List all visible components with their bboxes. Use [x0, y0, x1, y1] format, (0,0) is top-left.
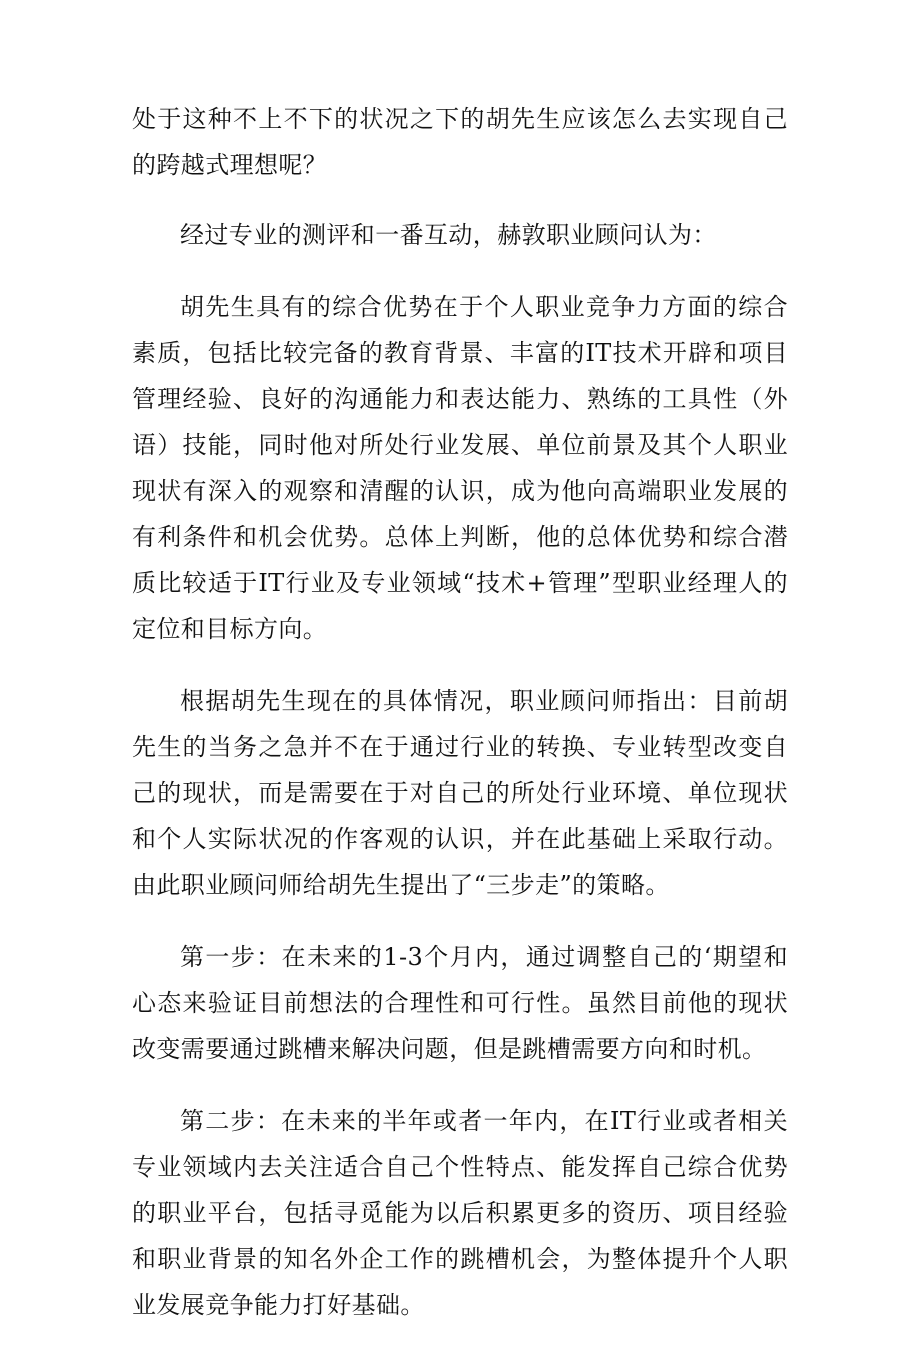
- paragraph-step-one: 第一步：在未来的1-3个月内，通过调整自己的‘期望和心态来验证目前想法的合理性和可行性。虽然目前他的现状改变需要通过跳槽来解决问题，但是跳槽需要方向和时机。: [132, 943, 788, 1063]
- paragraph-step-two: 第二步：在未来的半年或者一年内，在IT行业或者相关专业领域内去关注适合自己个性特点、能发挥自己综合优势的职业平台，包括寻觅能为以后积累更多的资历、项目经验和职业背景的知名外企工作的跳槽机会，为整体提升个人职业发展竞争能力打好基础。: [132, 1107, 788, 1319]
- paragraph-comprehensive-advantages: 胡先生具有的综合优势在于个人职业竞争力方面的综合素质，包括比较完备的教育背景、丰富的IT技术开辟和项目管理经验、良好的沟通能力和表达能力、熟练的工具性（外语）技能，同时他对所处行业发展、单位前景及其个人职业现状有深入的观察和清醒的认识，成为他向高端职业发展的有利条件和机会优势。总体上判断，他的总体优势和综合潜质比较适于IT行业及专业领域“技术+管理”型职业经理人的定位和目标方向。: [132, 293, 788, 643]
- paragraph-intro-question: 处于这种不上不下的状况之下的胡先生应该怎么去实现自己的跨越式理想呢？: [132, 105, 788, 179]
- paragraph-consultant-opinion: 经过专业的测评和一番互动，赫敦职业顾问认为：: [180, 221, 717, 249]
- document-body: [132, 96, 788, 1354]
- paragraph-three-step-strategy: 根据胡先生现在的具体情况，职业顾问师指出：目前胡先生的当务之急并不在于通过行业的转换、专业转型改变自己的现状，而是需要在于对自己的所处行业环境、单位现状和个人实际状况的作客观的认识，并在此基础上采取行动。由此职业顾问师给胡先生提出了“三步走”的策略。: [132, 687, 788, 899]
